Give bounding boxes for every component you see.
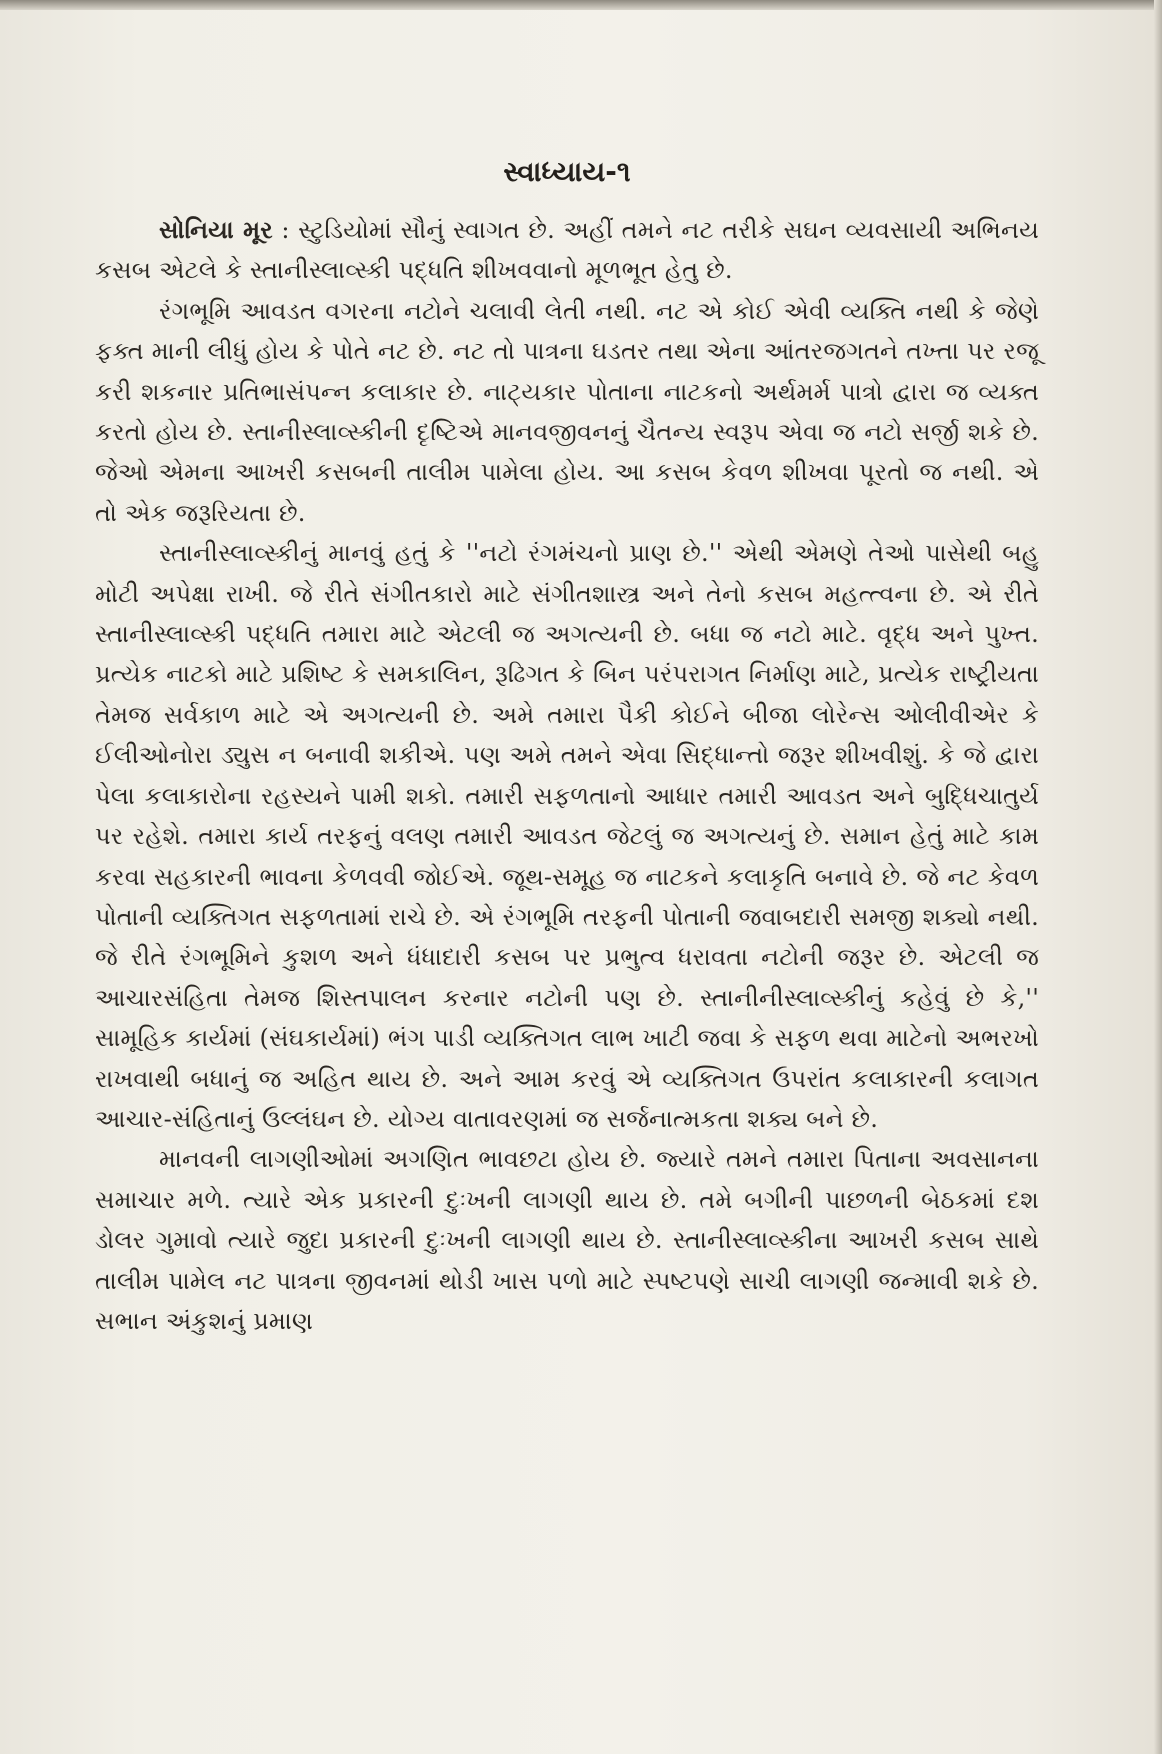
paragraph-2-text: રંગભૂમિ આવડત વગરના નટોને ચલાવી લેતી નથી. નટ એ કોઈ એવી વ્યક્તિ નથી કે જેણે ફક્ત માની લીધું હોય કે પોતે નટ છે. નટ તો પાત્રના ઘડતર તથા એના આંતરજગતને તખ્તા પર રજૂ કરી શકનાર પ્રતિભાસંપન્ન કલાકાર છે. નાટ્યકાર પોતાના નાટકનો અર્થમર્મ પાત્રો દ્વારા જ વ્યક્ત કરતો હોય છે. સ્તાનીસ્લાવ્સ્કીની દૃષ્ટિએ માનવજીવનનું ચૈતન્ય સ્વરૂપ એવા જ નટો સર્જી શકે છે. જેઓ એમના આખરી કસબની તાલીમ પામેલા હોય. આ કસબ કેવળ શીખવા પૂરતો જ નથી. એ તો એક જરૂરિયતા છે. — [95, 296, 1039, 527]
page-content — [95, 152, 1039, 1341]
paragraph-3 — [95, 533, 1039, 1139]
page-top-edge — [0, 0, 1162, 10]
paragraph-2 — [95, 291, 1039, 533]
speaker-name: સોનિયા મૂર — [159, 215, 273, 244]
page-title: સ્વાધ્યાય-૧ — [503, 155, 631, 188]
paragraph-1 — [95, 210, 1039, 291]
paragraph-3-text: સ્તાનીસ્લાવ્સ્કીનું માનવું હતું કે ''નટો રંગમંચનો પ્રાણ છે.'' એથી એમણે તેઓ પાસેથી બહુ મોટી અપેક્ષા રાખી. જે રીતે સંગીતકારો માટે સંગીતશાસ્ત્ર અને તેનો કસબ મહત્ત્વના છે. એ રીતે સ્તાનીસ્લાવ્સ્કી પદ્ધતિ તમારા માટે એટલી જ અગત્યની છે. બધા જ નટો માટે. વૃદ્ધ અને પુખ્ત. પ્રત્યેક નાટકો માટે પ્રશિષ્ટ કે સમકાલિન, રૂઢિગત કે બિન પરંપરાગત નિર્માણ માટે, પ્રત્યેક રાષ્ટ્રીયતા તેમજ સર્વકાળ માટે એ અગત્યની છે. અમે તમારા પૈકી કોઈને બીજા લોરેન્સ ઓલીવીએર કે ઈલીઓનોરા ડ્યુસ ન બનાવી શકીએ. પણ અમે તમને એવા સિદ્ધાન્તો જરૂર શીખવીશું. કે જે દ્વારા પેલા કલાકારોના રહસ્યને પામી શકો. તમારી સફળતાનો આધાર તમારી આવડત અને બુદ્ધિચાતુર્ય પર રહેશે. તમારા કાર્ય તરફનું વલણ તમારી આવડત જેટલું જ અગત્યનું છે. સમાન હેતું માટે કામ કરવા સહકારની ભાવના કેળવવી જોઈએ. જૂથ-સમૂહ જ નાટકને કલાકૃતિ બનાવે છે. જે નટ કેવળ પોતાની વ્યક્તિગત સફળતામાં રાચે છે. એ રંગભૂમિ તરફની પોતાની જવાબદારી સમજી શક્યો નથી. જે રીતે રંગભૂમિને કુશળ અને ધંધાદારી કસબ પર પ્રભુત્વ ધરાવતા નટોની જરૂર છે. એટલી જ આચારસંહિતા તેમજ શિસ્તપાલન કરનાર નટોની પણ છે. સ્તાનીનીસ્લાવ્સ્કીનું કહેવું છે કે,'' સામૂહિક કાર્યમાં (સંઘકાર્યમાં) ભંગ પાડી વ્યક્તિગત લાભ ખાટી જવા કે સફળ થવા માટેનો અભરખો રાખવાથી બધાનું જ અહિત થાય છે. અને આમ કરવું એ વ્યક્તિગત ઉપરાંત કલાકારની કલાગત આચાર-સંહિતાનું ઉલ્લંઘન છે. યોગ્ય વાતાવરણમાં જ સર્જનાત્મકતા શક્ય બને છે. — [95, 539, 1039, 1133]
paragraph-4 — [95, 1139, 1039, 1341]
paragraph-4-text: માનવની લાગણીઓમાં અગણિત ભાવછટા હોય છે. જ્યારે તમને તમારા પિતાના અવસાનના સમાચાર મળે. ત્યારે એક પ્રકારની દુઃખની લાગણી થાય છે. તમે બગીની પાછળની બેઠકમાં દશ ડોલર ગુમાવો ત્યારે જુદા પ્રકારની દુઃખની લાગણી થાય છે. સ્તાનીસ્લાવ્સ્કીના આખરી કસબ સાથે તાલીમ પામેલ નટ પાત્રના જીવનમાં થોડી ખાસ પળો માટે સ્પષ્ટપણે સાચી લાગણી જન્માવી શકે છે. સભાન અંકુશનું પ્રમાણ — [95, 1145, 1039, 1335]
page-right-edge — [1154, 0, 1162, 1754]
paragraph-1-text: : સ્ટુડિયોમાં સૌનું સ્વાગત છે. અહીં તમને નટ તરીકે સઘન વ્યવસાયી અભિનય કસબ એટલે કે સ્તાનીસ્લાવ્સ્કી પદ્ધતિ શીખવવાનો મૂળભૂત હેતુ છે. — [95, 216, 1039, 285]
